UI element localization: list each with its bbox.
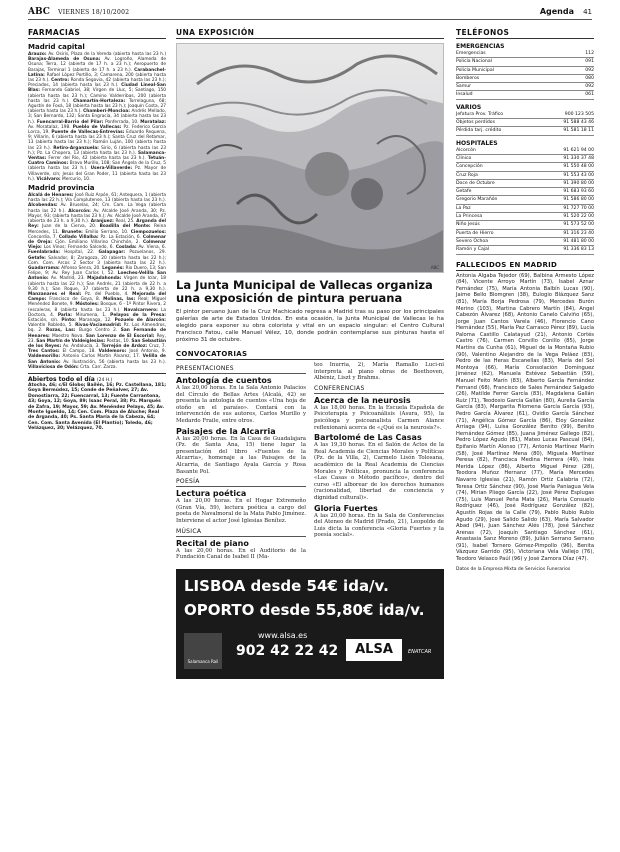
event-title: Antología de cuentos (176, 376, 272, 385)
issue-date: VIERNES 18/10/2002 (58, 9, 130, 16)
ad-website: www.alsa.es (258, 630, 308, 640)
phone-row (456, 50, 594, 58)
alsa-logo: ALSA (346, 639, 402, 661)
pharmacy-address: Av. Viena, 6. (138, 245, 167, 251)
pharmacy-area: Tres Cantos: (28, 349, 60, 355)
madrid-capital-title: Madrid capital (28, 43, 85, 51)
event-title: Gloria Fuertes (314, 503, 378, 513)
event-body: A las 20,00 horas. En la Sala Antonio Palacios del Círculo de Bellas Artes (Alcalá, 42) se presenta la antología de cuentos «Una hoja de otoño en el paraíso». Contará con la intervención de sus autores, Carlos Murillo y Medardo Fraile, entre otros. (176, 385, 306, 424)
emergencias-list (456, 50, 594, 100)
fallecidos-title: FALLECIDOS EN MADRID (456, 261, 594, 271)
pharmacy-area: Fuenlabrada: (28, 250, 60, 256)
event-title: Paisajes de la Alcarria (176, 426, 276, 436)
pharmacy-address: Av. Alcalde José Aranda, 30; Pz. Mayor, 93; (abierta hasta las 23 h.); Av. Alcalde José Aranda, 47 (abierta de 23 h. a 9,30 h.). (28, 208, 166, 225)
pharmacy-area: Alcobendas: (28, 203, 58, 209)
pharmacy-address: Concordia, 7. (28, 234, 57, 240)
phone-row (456, 111, 594, 119)
pharmacy-area: Aranjuez: (90, 219, 114, 225)
phone-number: 061 (585, 92, 594, 98)
phone-row (456, 155, 594, 163)
phone-row (456, 75, 594, 83)
event-title: Acerca de la neurosis (314, 395, 411, 405)
convocatorias-title: CONVOCATORIAS (176, 350, 444, 360)
pharmacy-address: Bosque, 6 - 1º Pintor Rivera, 2 (escaleras, 8 (abierta hasta las 23 h.). (28, 302, 167, 313)
phone-row (456, 205, 594, 213)
pharmacy-address: Av. Bruselas, 24; Cm. Cam. La Vega (abierta hasta las 22 h.). (28, 203, 166, 214)
event-body: A las 19,30 horas. En el Salón de Actos de la Real Academia de Ciencias Morales y Políticas (Pz. de la Villa, 2), Carmelo Lisón Tolosana, académico de la Real Academia de Ciencias Morales y Políticas, pronuncia la conferencia «Las Casas o Método pacífico», dentro del curso «El alborear de los derechos humanos (racionalidad, libertad de conciencia y dignidad cultural)». (314, 442, 444, 501)
phone-label: Bomberos (456, 75, 480, 81)
pharmacy-address: Av. Logroño, Alameda de Osuna; Terra, 12 (abierta de 17 h. a 23 h.); Aeropuerto de Barajas, Terminal 1 (abierta de 17 h. a 23 h.). (28, 57, 166, 73)
pharmacy-address: Mirumena, 1. (75, 312, 107, 318)
phone-label: Niño Jesús (456, 222, 480, 228)
pharmacy-area: San Martín de Valdeiglesias: (36, 338, 106, 344)
phone-label: Objetos perdidos (456, 120, 495, 126)
pharmacy-address: Emilio Serrano, 10. (85, 229, 129, 235)
event-body: teo Inurria, 2), María Ramallo Luci-ni interpreta al piano obras de Beethoven, Albéniz, Liszt y Brahms. (314, 362, 444, 382)
pharmacy-address: Antonio Carlos Martín Álvarez, 17. (62, 354, 141, 360)
phone-row (456, 221, 594, 229)
phone-label: La Paz (456, 205, 471, 211)
pharmacy-area: Torrejón de Ardoz: (101, 343, 148, 349)
pharmacy-area: Carabanchel-Latina: (28, 67, 166, 78)
alsa-advertisement[interactable] (176, 569, 444, 679)
emergencias-title: EMERGENCIAS (456, 43, 505, 50)
phone-number: 91 481 80 00 (563, 238, 594, 244)
phone-row (456, 83, 594, 91)
pharmacy-entry (28, 365, 117, 370)
pharmacy-area: Velilla de San Antonio: (28, 354, 166, 365)
phone-number: 91 336 83 13 (563, 247, 594, 253)
pharmacy-area: Colmenar Viejo: (28, 239, 166, 251)
pharmacy-address: Av. Madrid, 23. (50, 276, 85, 282)
phone-number: 91 573 52 00 (563, 222, 594, 228)
madrid-capital-list (28, 52, 166, 182)
phone-row (456, 246, 594, 254)
phone-label: Cruz Roja (456, 172, 478, 178)
pharmacy-area: Valdemoro: (98, 349, 127, 355)
pharmacy-area: Guadarrama: (28, 265, 60, 271)
pharmacy-address: Valentín Robledo, 5. (28, 323, 73, 329)
phone-number: 91 586 80 00 (563, 197, 594, 203)
right-column (456, 28, 594, 572)
pharmacy-area: Móstoles: (75, 302, 99, 308)
pharmacy-address: Fernando Gabriel, 38; Virgen de Lluc, 5; Santiago, 150 (abierta hasta las 23 h.); Camino Valderribas, 200 (abierta hasta las 23 h.). (28, 88, 166, 104)
phone-label: Concepción (456, 164, 483, 170)
pharmacy-area: Fuencarral-Barrio del Pilar: (36, 119, 104, 125)
pharmacy-address: Reina Mercedes, 11. (28, 224, 166, 235)
pharmacy-address: Juan de la Cierva, 20. (42, 224, 97, 230)
hospitales-list (456, 147, 594, 255)
rail-logo-label: Salamanca Rail (187, 658, 219, 664)
exposicion-label: UNA EXPOSICIÓN (176, 28, 444, 39)
pharmacy-address: El Campo, 18. (62, 349, 96, 355)
phone-label: Severo Ochoa (456, 238, 489, 244)
pharmacy-area: Retiro-Arganzuela: (53, 145, 99, 151)
pharmacy-area: Alcorcón: (68, 208, 91, 214)
pharmacy-area: San Sebastián de los Reyes: (28, 338, 166, 349)
convocatorias-col-1 (176, 362, 306, 563)
pharmacy-address: Pz. Mayor de Villaverde, s/n; Jesús del Gran Poder, 11 (abierta hasta las 23 h.). (28, 166, 167, 182)
pharmacy-area: Centro: (51, 78, 70, 84)
pharmacy-address: Ponferrada, 10. (105, 119, 139, 125)
phone-row (456, 213, 594, 221)
phone-number: 900 123 505 (564, 111, 594, 117)
rail-logo (184, 633, 222, 669)
pharmacy-address: Pz. Los Almendros, bq. 2. (28, 323, 166, 334)
pharmacy-area: Salamanca-Ventas: (28, 150, 166, 162)
pharmacy-area: Tetuán-Cuatro Caminos: (28, 156, 166, 167)
abiertos-title-text: Abiertos todo el día (28, 375, 95, 383)
pharmacy-area: Manzanares el Real: (28, 291, 82, 297)
pharmacy-area: Rozas, Las: (46, 328, 76, 334)
pharmacy-address: Río Duero, 13; San Felipe, 9; Av. Rey Juan Carlos I, 52. (28, 265, 167, 277)
pharmacy-area: Parla: (57, 312, 73, 318)
pharmacy-area: Coslada: (115, 245, 137, 251)
pharmacy-address: Estación, s/n. (28, 317, 59, 323)
pharmacy-address: Ronda Segovia, 42 (abierta hasta las 23 h.); Preciados, 14 (abierta hasta las 23 h.). (28, 78, 166, 89)
pharmacy-address: Eduardo Requena, 9; Villarín, 6 (abierta hasta las 23 h.); Santa Cruz del Retamar, 13 (abierta hasta las 23 h.); Ramón Luján, 100 (abierta hasta las 23 h.). (28, 130, 166, 151)
abiertos-list: Atocha, 46; c/El Globo; Bailén, 16; Pz. Castellana, 181; Goya Bermúdez, 15; Conde de Peñalver, 27; Av. Donostiarra, 22; Fuencarral, 13; Fuente Carrantona, 43; Goya, 12; Goya, 89; Isaac Peral, 38; Pz. Marqués de Zafra, 19; Mayor, 59; Av. Menéndez Pelayo, 45; Av. Monte Igueldo, 14; Cen. Com. Plaza de Aluche; Real de Arganda, 40; Ps. Santa María de la Cabeza, 64; Cen. Com. Santa Avenida (El Plantío); Toledo, 46; Velázquez, 30; Velázquez, 70. (28, 382, 166, 432)
pharmacy-address: Sirio, 6 (abierta hasta las 23 h.); Pz. La Chopera, 13 (abierta hasta las 23 h.). (28, 145, 166, 156)
pharmacy-area: Usera-Villaverde: (90, 166, 133, 172)
phone-label: Pérdida tarj. crédito (456, 128, 502, 134)
pharmacy-address: Maestro Nova. (51, 333, 84, 339)
phone-number: 91 621 94 00 (563, 147, 594, 153)
phone-label: Emergencias (456, 51, 486, 56)
event-category: MÚSICA (176, 528, 306, 537)
ad-phone: 902 42 22 42 (236, 642, 339, 659)
phone-label: Gregorio Marañón (456, 197, 498, 203)
pharmacy-address: Hospital, 22. (64, 250, 95, 256)
phone-number: 91 390 80 00 (563, 180, 594, 186)
center-column (176, 28, 444, 679)
pharmacy-area: Arauzo: (28, 52, 47, 57)
pharmacy-area: Ciempozuelos: (130, 229, 167, 235)
event-category: PRESENTACIONES (176, 365, 306, 374)
phone-number: 112 (585, 51, 594, 56)
phone-row (456, 163, 594, 171)
phone-row (456, 172, 594, 180)
phone-row (456, 91, 594, 99)
photo-credit: ABC (430, 265, 439, 270)
event-body: A las 20,00 horas. En la Sala de Conferencias del Ateneo de Madrid (Prado, 21), Leopoldo de Luis dicta la conferencia «Gloria Fuertes y la poesía social». (314, 512, 444, 539)
pharmacy-address: Pz. La Estación, 6. (100, 234, 142, 240)
phone-row (456, 230, 594, 238)
abiertos-hours: (24 H.) (96, 377, 113, 383)
phone-number: 91 683 93 60 (563, 189, 594, 195)
pharmacy-address: Mercurio, 10. (62, 176, 91, 182)
phone-label: La Princesa (456, 214, 483, 220)
painting-illustration (177, 44, 444, 273)
pharmacy-address: Maranaga, 12. (78, 317, 112, 323)
pharmacy-area: Pinto: (61, 317, 76, 323)
pharmacy-address: Real, 25. (115, 219, 135, 225)
ad-lisboa-line: LISBOA desde 54€ ida/v. (184, 576, 389, 595)
pharmacy-address: Rafael López Portillo, 3; Camarena, 200 (abierta hasta las 23 h.). (28, 72, 166, 84)
pharmacy-area: Colmenar de Oreja: (28, 234, 166, 245)
phone-label: Policía Nacional (456, 59, 492, 65)
pharmacy-address: Bravo Murillo, 108; San Ángela de la Cruz, 5 (abierta hasta las 23 h.). (28, 161, 166, 172)
pharmacy-area: Getafe: (28, 255, 46, 261)
phone-number: 91 727 70 00 (563, 205, 594, 211)
pharmacy-area: Pueblo de Vallecas: (72, 124, 122, 130)
pharmacy-address: Pz. del Pueblo, 4. (85, 291, 129, 297)
telefonos-title: TELÉFONOS (456, 28, 594, 39)
phone-row (456, 127, 594, 135)
pharmacy-area: Molinas, las: (103, 297, 136, 303)
phone-row (456, 58, 594, 66)
pharmacy-address: Real; Miguel Menéndez Bonete, 9. (28, 297, 167, 308)
pharmacy-address: Alfonso Senra, 20. (61, 265, 101, 271)
pharmacy-address: Torrelaguna, 68; Agustín de Foxá, 18 (abierta hasta las 23 h.); Joaquín Costa, 27 (abierta hasta las 23 h.). (28, 98, 166, 115)
convocatorias-col-2 (314, 362, 444, 563)
pharmacy-area: Vicálvaro: (36, 176, 61, 182)
pharmacy-area: Chamberí-Moncloa: (83, 109, 130, 115)
phone-row (456, 67, 594, 75)
pharmacy-entry (28, 256, 166, 266)
pharmacy-address: La Doctora, 4. (28, 307, 166, 318)
phone-number: 91 550 48 00 (563, 164, 594, 170)
painting-photo (176, 43, 444, 273)
phone-label: Puerta de Hierro (456, 230, 494, 236)
phone-label: Policía Municipal (456, 67, 494, 73)
phone-number: 91 553 43 00 (563, 172, 594, 178)
pharmacy-area: Majadahonda: (87, 276, 122, 282)
pharmacy-entry (28, 193, 166, 203)
phone-number: 91 316 23 40 (563, 230, 594, 236)
phone-label: Alcorcón (456, 147, 476, 153)
farmacias-column (28, 28, 166, 432)
hospitales-title: HOSPITALES (456, 139, 498, 147)
pharmacy-area: Mejorada del Campo: (28, 291, 166, 303)
pharmacy-area: Brunete: (61, 229, 83, 235)
phone-label: Getafe (456, 189, 472, 195)
pharmacy-address: Cruz, 7. (148, 343, 167, 349)
phone-number: 091 (585, 59, 594, 65)
phone-row (456, 196, 594, 204)
pharmacy-area: Ciudad Lineal-San Blas: (28, 83, 166, 94)
phone-label: Ramón y Cajal (456, 247, 490, 253)
phone-number: 91 588 43 46 (563, 120, 594, 126)
event-category: POESÍA (176, 478, 306, 487)
pharmacy-area: Moratalaz: (140, 119, 166, 125)
phone-label: Clínico (456, 155, 472, 161)
pharmacy-area: Valdemorillo: (28, 354, 61, 360)
section-name: Agenda (539, 7, 574, 16)
pharmacy-area: Leganés: (102, 265, 125, 271)
pharmacy-area: Chamartín-Hortaleza: (73, 98, 126, 104)
pharmacy-address: Av. Moratalaz, 198. (28, 124, 71, 130)
paper-logo: ABC (28, 7, 50, 17)
fallecidos-list: Antonia Algaba Tejedor (69), Balbina Armesto López (84), Vicente Arroyo Martín (73), Isabel Aznar Fernández (75), María Antonia Balbín Lucas (90), Jaime Bello Blomgren (38), Eulogio Blázquez Sanz (81), María Borja Pedrosa (79), Mercedes Burón Merino (103), Martina Cabrero Martín (84), Angel Cabezón Álvarez (68), Antonio Canelo Calviño (65), Jorge Juan Cantos Varela (46), Florencio Cano Hernández (55), María Paz Carrasco Pérez (89), Lucía Paloma Castillo Calatayud (21), Antonio Cortés Castro (76), Carmen Corvillo Conillo (85), Jorge Martíns da Cunha (61), Miguel de la Montaña Rubio (90), Valentino Alejandro de la Vega Peláez (83), Pedro de las Heras Escanellas (83), María del Sol Montoya (66), María Consolación Domínguez Jiménez (62), Manuela Estévez Sebastián (59), Manuel Feito Marín (83), Alberto García Fernández Fernand (68), Francisco de Sales Fernández Salgado (26), Matilde Ferrer García (83), Magdalena Gallán Ruiz (71), Teodosio García Gallán (80), Aurelia García García (83), Margarita Filomena García García (93), Pedro García Álvarez (61), Ovidio García Sánchez (71), Angélica Gómez García (86), Eloy González Arriaga (94), Luisa González Benito (99), Benito Hernández Gómez (85), Juana Jiménez Gallego (82), Pedro López Agudo (81), Mateo Lucas Pascual (84), Epifanio Martín Alonso (77), Antonio Martínez Marín (58), José Martínez Mena (80), Miguela Martínez Peresa (82), Francisca Medina Herrera (49), Inés Merida López (86), Alberto Miguel Pérez (28), Teodora Muñoz Hernanz (77), María Mercedes Navarro Iglesias (21), Ramón Ortiz Calabria (72), Teresa Ortiz Sánchez (90), José María Paniagua Vela (74), Mirian Pliego García (22), José Pérez Esplugas (75), Luis Manuel Peña Mata (26), María Consuelo Rodríguez (46), José Rodríguez González (82), Agustín Rojas de la Calle (79), Pablo Rubio Rubio Agudo (29), José Salido Salido (63), María Salvador Abad (94), Juan Sánchez Alés (78), José Sánchez Arenas (72), Joaquín Santiago Sánchez (61), Anastasia Sanz Moreno (89), Julián Serrano Serrano (91), Isabel Tornero Gómez-Pimpollo (96), Benita Vázquez Garrido (95), Victoriana Vela Vallejo (76), Teodoro Velasco Paúl (96) y José Zamora Díaz (47). (456, 272, 594, 563)
enatcar-logo: ENATCAR (408, 648, 432, 655)
madrid-provincia-title: Madrid provincia (28, 184, 95, 193)
varios-title: VARIOS (456, 103, 482, 111)
pharmacy-area: Galapagar: (98, 250, 126, 256)
phone-label: Samur (456, 84, 472, 90)
phone-row (456, 147, 594, 155)
page-number: 41 (583, 8, 592, 16)
pharmacy-address: Salvador, 8; Zaragoza, 20 (abierta hasta las 22 h.); Com. Com. Arcos 2 Sector 3 (abierta hasta las 22 h.). (28, 255, 166, 266)
exposicion-lede: El pintor peruano Juan de la Cruz Machicado regresa a Madrid tras su paso por los principales galerías de arte de Estados Unidos. En esta ocasión, la Junta Municipal de Vallecas le ha elegido para exponer su obra colorista y vital en un espacio singular: el Centro Cultural Francisco Fatou, calle Manuel Vélez, 10, donde podrán contemplarse sus pinturas hasta el próximo 31 de octubre. (176, 309, 444, 343)
pharmacy-area: Pelayos de la Presa: (110, 312, 166, 318)
pharmacy-area: Collado Villalba: (58, 234, 99, 240)
pharmacy-address: Francisco de Goya, 8. (49, 297, 101, 303)
phone-number: 91 581 18 11 (563, 128, 594, 134)
varios-list (456, 111, 594, 136)
exposicion-headline: La Junta Municipal de Vallecas organiza una exposición de pintura peruana (176, 278, 433, 305)
pharmacy-area: Boadilla del Monte: (99, 224, 151, 230)
phone-row (456, 119, 594, 127)
phone-label: Jefatura Prov. Tráfico (456, 111, 504, 117)
event-body: A las 20,00 horas. En la Casa de Guadalajara (Pz. de Santa Ana, 15) tiene lugar la presentación del libro «Fuentes de la Alcarria», homenaje a las Paisajes de la Alcarria, de Santiago Ayala García y Rosa Basante Pol. (176, 435, 306, 475)
event-title: Bartolomé de Las Casas (314, 433, 422, 443)
phone-row (456, 238, 594, 246)
pharmacy-area: Navalcarnero: (123, 307, 158, 313)
phone-label: Insalud (456, 92, 473, 98)
event-category: CONFERENCIAS (314, 385, 444, 394)
event-body: A las 20,00 horas. En el Hogar Extremeño (Gran Vía, 59), lectura poética a cargo del poeta de Navalmoral de la Mata Pablo Jiménez. Interviene el actor José Iglesias Benítez. (176, 498, 306, 524)
pharmacy-address: José Ruiz Arpón, 61; Antequera, 1 (abierta hasta las 22 h.); Vía Complutense, 13 (abierta hasta las 23 h.). (28, 193, 166, 204)
fallecidos-source: Datos de la Empresa Mixta de Servicios Funerarios (456, 566, 571, 572)
pharmacy-address: Cjón. Emiliano Villarino Chinchón, 2. (55, 239, 140, 245)
pharmacy-address: Andrés Mellado, 3; San Bernardo, 132; Santa Engracia, 34 (abierta hasta las 23 h.). (28, 109, 167, 125)
pharmacy-area: Puente de Vallecas-Entrevías: (51, 130, 125, 136)
abiertos-title (28, 373, 166, 383)
pharmacy-address: Postas, 10. (106, 338, 131, 344)
event-body: A las 18,00 horas. En la Escuela Española de Psicoterapia y Psicoanálisis (Asura, 95), la psicóloga y psicoanalista Carmen Alance reflexionará acerca de «¿Qué es la neurosis?». (314, 404, 444, 431)
pharmacy-address: Pozuelanos, 29. (129, 250, 166, 256)
pharmacy-address: Rey, 23. (28, 333, 166, 344)
pharmacy-address: Pz. Federico García Lorca, 19. (28, 124, 166, 136)
pharmacy-address: Crta. Carr. Zarza. (80, 364, 117, 370)
pharmacy-area: Pozuelo de Alarcón: (114, 317, 167, 323)
event-body: A las 20,00 horas. En el Auditorio de la Fundación Canal de Isabel II (Ma- (176, 547, 306, 561)
pharmacy-area: Loeches-Velilla San Antonio: (28, 271, 167, 282)
pharmacy-address: Virgen de Icíar, 18 (abierta hasta las 22 h.); San Andrés, 21 (abierta de 22 h. a 9,30 h.); San Roque, 37 (abierta de 22 h. a 9,30 h.). (28, 276, 166, 292)
pharmacy-address: Ferrer del Río, 42 (abierta hasta las 23 h.). (48, 156, 146, 162)
pharmacy-area: Arganda del Rey: (28, 219, 166, 230)
phone-row (456, 188, 594, 196)
pharmacy-area: Barajas-Alameda de Osuna: (28, 57, 101, 63)
pharmacy-area: San Lorenzo de El Escorial: (85, 333, 155, 339)
phone-row (456, 180, 594, 188)
phone-label: Doce de Octubre (456, 180, 495, 186)
phone-number: 092 (585, 84, 594, 90)
pharmacy-entry (37, 177, 91, 182)
pharmacy-area: Rivas-Vaciamadrid: (75, 323, 122, 329)
pharmacy-address: José Antonio, 9. (129, 349, 166, 355)
madrid-provincia-list (28, 193, 166, 370)
phone-number: 092 (585, 67, 594, 73)
pharmacy-address: Av. Osiris, Plaza de la Vereda (abierta hasta las 23 h.) (48, 52, 166, 57)
pharmacy-address: Av. Ilustración, 56 (abierta hasta las 23 h.). (63, 359, 166, 365)
page-header (28, 6, 592, 20)
pharmacy-address: Burgo Centro 2. (79, 328, 118, 334)
pharmacy-address: Los Vinos; Fernando Salcedo, 6. (43, 245, 114, 251)
ad-oporto-line: OPORTO desde 55,80€ ida/v. (184, 600, 425, 619)
event-title: Lectura poética (176, 489, 247, 499)
pharmacy-area: Alcalá de Henares: (28, 193, 74, 199)
phone-number: 91 330 37 48 (563, 155, 594, 161)
pharmacy-address: Av. Andalucía, 3. (63, 343, 100, 349)
phone-number: 91 520 22 00 (563, 214, 594, 220)
pharmacy-area: Villaviciosa de Odón: (28, 364, 79, 370)
convocatorias-body (176, 362, 444, 563)
pharmacy-area: San Fernando de Henares: (28, 328, 167, 339)
phone-number: 080 (585, 75, 594, 81)
farmacias-title: FARMACIAS (28, 28, 166, 39)
event-title: Recital de piano (176, 538, 249, 548)
